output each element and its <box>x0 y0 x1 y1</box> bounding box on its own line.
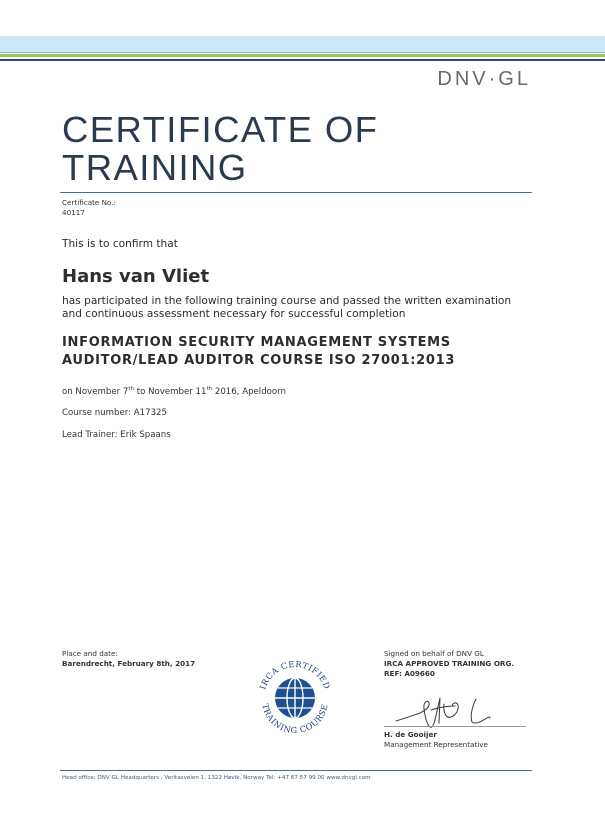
title-rule <box>60 192 532 193</box>
lead-trainer: Lead Trainer: Erik Spaans <box>62 430 171 440</box>
header-stripe-light-blue <box>0 36 605 52</box>
participation-line-2: and continuous assessment necessary for successful completion <box>62 308 406 320</box>
course-dates <box>62 386 286 397</box>
certificate-number-value: 40117 <box>62 208 85 217</box>
date-end: to November 11 <box>134 386 207 397</box>
signed-on-behalf: Signed on behalf of DNV GL <box>384 649 484 658</box>
signature-line <box>384 726 526 727</box>
date-year-location: 2016, Apeldoorn <box>212 386 286 397</box>
footer-rule <box>60 770 532 771</box>
place-date-value: Barendrecht, February 8th, 2017 <box>62 659 196 668</box>
participation-statement <box>62 295 511 321</box>
course-number: Course number: A17325 <box>62 408 167 418</box>
dnv-gl-logo: DNV·GL <box>437 68 531 90</box>
seal-top-text: IRCA CERTIFIED <box>257 658 333 691</box>
handwritten-signature <box>390 694 520 730</box>
training-org: IRCA APPROVED TRAINING ORG. <box>384 659 515 668</box>
header-stripe-green <box>0 54 605 57</box>
date-start: on November 7 <box>62 386 129 397</box>
confirm-text: This is to confirm that <box>62 238 178 250</box>
seal-bottom-text: TRAINING COURSE <box>260 702 330 736</box>
signatory-name-block <box>384 730 488 750</box>
certificate-number-label: Certificate No.: <box>62 198 116 207</box>
header-stripe-navy <box>0 59 605 61</box>
footer-address: Head office: DNV GL Headquarters , Veritasveien 1, 1322 Høvik, Norway Tel: +47 67 57 99 00 www.dnvgl.com <box>62 775 371 781</box>
signatory-name: H. de Gooijer <box>384 730 437 739</box>
irca-seal <box>248 650 342 744</box>
reference-number: REF: A09660 <box>384 669 435 678</box>
course-title-line-2: AUDITOR/LEAD AUDITOR COURSE ISO 27001:2013 <box>62 353 456 368</box>
title-line-1: CERTIFICATE OF <box>62 109 379 150</box>
header-stripe-blue-line <box>0 52 605 53</box>
participation-line-1: has participated in the following training course and passed the written examination <box>62 295 512 307</box>
globe-icon <box>275 678 315 718</box>
signatory-block <box>384 649 514 679</box>
date-start-suffix: th <box>128 386 134 392</box>
date-end-suffix: th <box>206 386 213 392</box>
title-line-2: TRAINING <box>62 147 248 188</box>
course-title-line-1: INFORMATION SECURITY MANAGEMENT SYSTEMS <box>62 335 451 350</box>
course-title <box>62 334 455 370</box>
place-date-block <box>62 649 195 669</box>
place-date-label: Place and date: <box>62 649 118 658</box>
certificate-number-block <box>62 198 116 218</box>
signatory-role: Management Representative <box>384 740 488 749</box>
certificate-title <box>62 111 378 187</box>
recipient-name: Hans van Vliet <box>62 266 210 287</box>
